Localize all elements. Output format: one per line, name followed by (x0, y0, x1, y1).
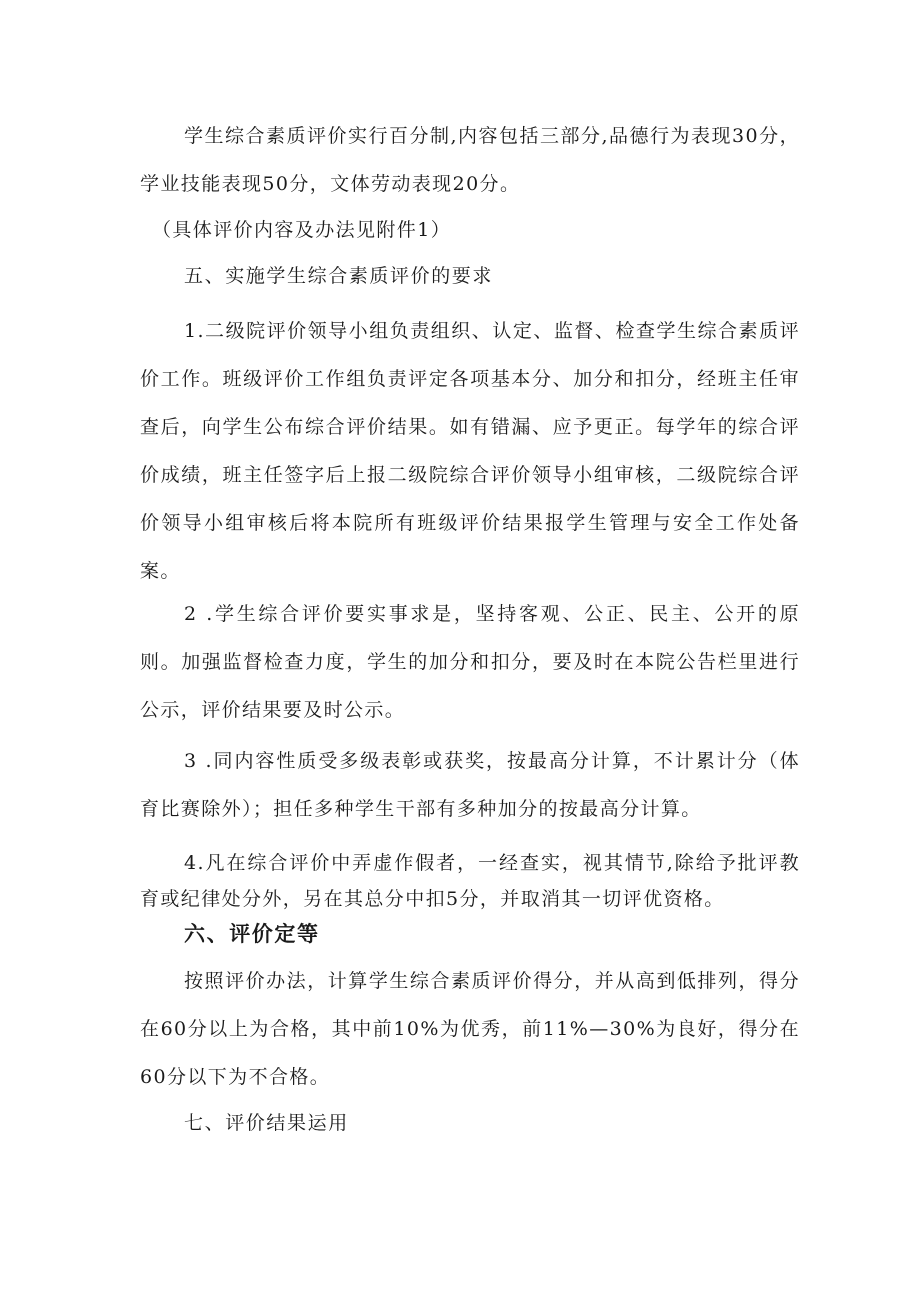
section-heading-6: 六、评价定等 (184, 922, 320, 946)
paragraph-requirement-4: 4.凡在综合评价中弄虚作假者，一经查实，视其情节,除给予批评教育或纪律处分外，另在其总分中扣5分，并取消其一切评优资格。 (140, 852, 800, 910)
section-heading-7: 七、评价结果运用 (184, 1112, 349, 1134)
paragraph-scoring-system: 学生综合素质评价实行百分制,内容包括三部分,品德行为表现30分，学业技能表现50分，文体劳动表现20分。 (140, 125, 800, 195)
paragraph-requirement-2: 2 .学生综合评价要实事求是，坚持客观、公正、民主、公开的原则。加强监督检查力度，学生的加分和扣分，要及时在本院公告栏里进行公示，评价结果要及时公示。 (140, 603, 800, 721)
section-heading-5: 五、实施学生综合素质评价的要求 (184, 265, 494, 287)
paragraph-requirement-1: 1.二级院评价领导小组负责组织、认定、监督、检查学生综合素质评价工作。班级评价工作组负责评定各项基本分、加分和扣分，经班主任审查后，向学生公布综合评价结果。如有错漏、应予更正。每学年的综合评价成绩，班主任签字后上报二级院综合评价领导小组审核，二级院综合评价领导小组审核后将本院所有班级评价结果报学生管理与安全工作处备案。 (140, 320, 800, 582)
paragraph-attachment-note: （具体评价内容及办法见附件1） (152, 219, 452, 241)
paragraph-grading: 按照评价办法，计算学生综合素质评价得分，并从高到低排列，得分在60分以上为合格，其中前10%为优秀，前11%—30%为良好，得分在60分以下为不合格。 (140, 970, 800, 1088)
paragraph-requirement-3: 3 .同内容性质受多级表彰或获奖，按最高分计算，不计累计分（体育比赛除外）；担任多种学生干部有多种加分的按最高分计算。 (140, 750, 800, 820)
